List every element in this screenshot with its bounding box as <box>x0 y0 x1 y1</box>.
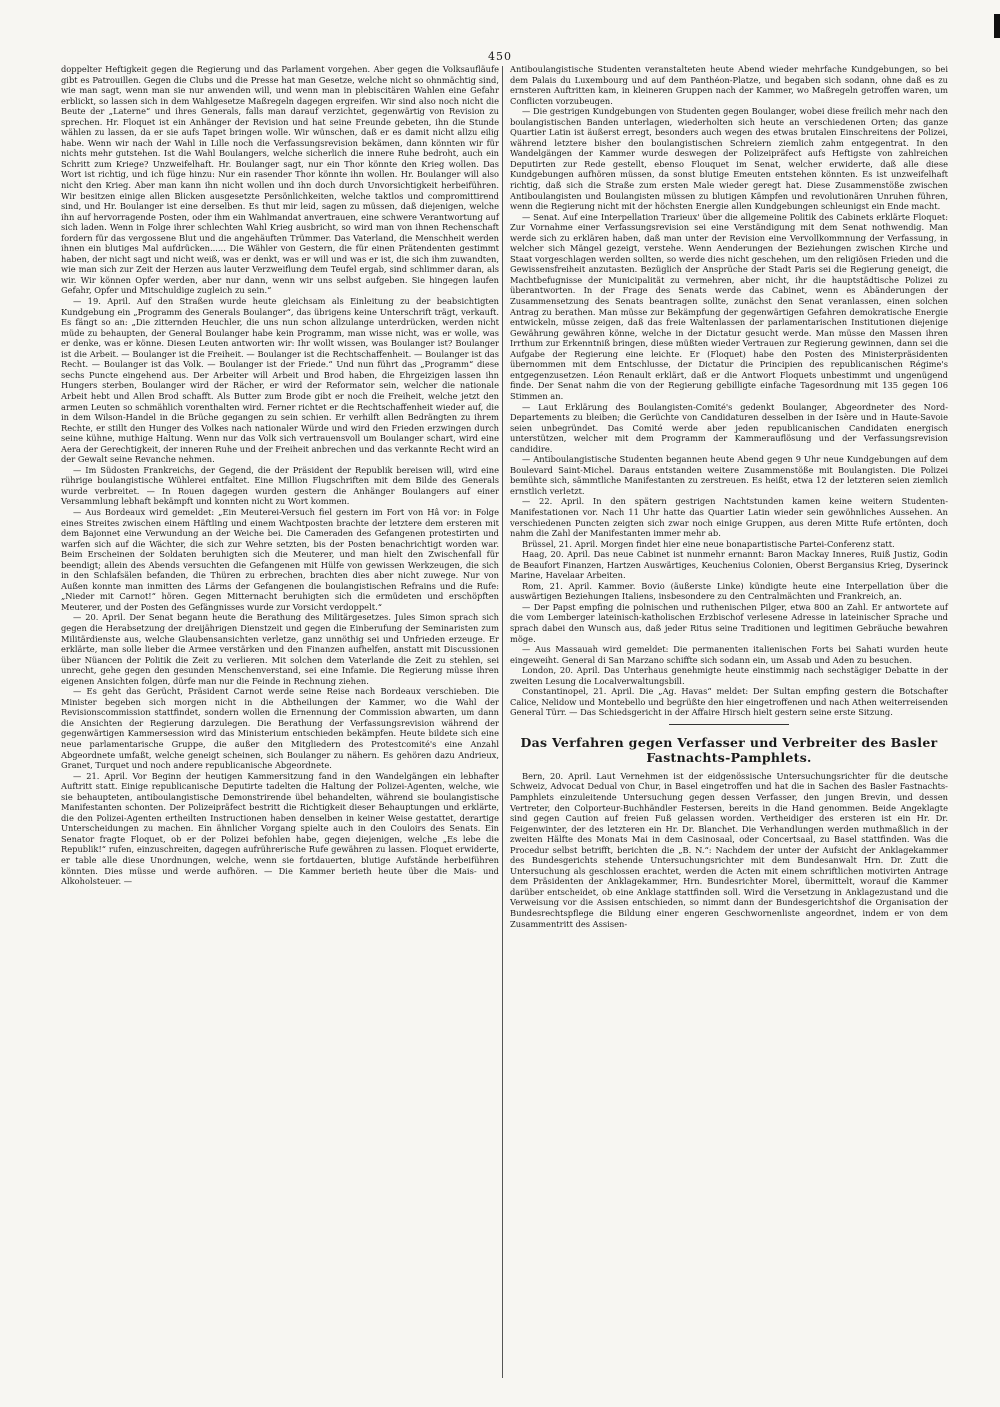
article-paragraph: Rom, 21. April. Kammer. Bovio (äußerste Linke) kündigte heute eine Interpellation über die auswärtigen Beziehungen Italiens, insbesondere zu den Centralmächten und Frankreich, an. <box>510 580 948 602</box>
article-paragraph: doppelter Heftigkeit gegen die Regierung und das Parlament vorgehen. Aber gegen die Volksaufläufe gibt es Patrouillen. Gegen die Clubs und die Presse hat man Gesetze, welche nicht so ohnmächtig sind, wie man sagt, wenn man sie nur anwenden will, und wenn man in plebiscitären Wahlen eine Gefahr erblickt, so lassen sich in dem Wahlgesetze Maßregeln dagegen ergreifen. Wir sind also noch nicht die Beute der „Laterne“ und ihres Generals, falls man darauf verzichtet, gegenwärtig von Revision zu sprechen. Hr. Floquet ist ein Anhänger der Revision und hat seine Freunde gebeten, ihn die Stunde wählen zu lassen, da er sie aufs Tapet bringen wolle. Wir wünschen, daß er es damit nicht allzu eilig habe. Wenn wir nach der Wahl in Lille noch die Verfassungsrevision bekämen, dann könnten wir für nichts mehr gutstehen. Ist die Wahl Boulangers, welche sicherlich die innere Ruhe bedroht, auch ein Schritt zum Kriege? Unzweifelhaft. Hr. Boulanger sagt, nur ein Thor könnte den Krieg wollen. Das Wort ist richtig, und ich füge hinzu: Nur ein rasender Thor könnte ihn wollen. Hr. Boulanger will also nicht den Krieg. Aber man kann ihn nicht wollen und ihn doch durch Unvorsichtigkeit herbeiführen. Wir besitzen einige allen Blicken ausgesetzte Persönlichkeiten, welche taktlos und compromittirend sind, und Hr. Boulanger ist eine derselben. Es thut mir leid, sagen zu müssen, daß diejenigen, welche ihn auf hervorragende Posten, oder ihm ein Wahlmandat anvertrauen, eine schwere Verantwortung auf sich laden. Wenn in Folge ihrer schlechten Wahl Krieg ausbricht, so wird man von ihnen Rechenschaft fordern für das vergossene Blut und die angehäuften Trümmer. Das Vaterland, die Menschheit werden ihnen ein blutiges Mal aufdrücken...... Die Wähler von Gestern, die für einen Prätendenten gestimmt haben, der nicht sagt und nicht weiß, was er denkt, was er will und was er ist, die sich ihm zuwandten, wie man sich zur Zeit der Herzen aus lauter Verzweiflung dem Teufel ergab, sind schlimmer daran, als wir. Wir können Opfer werden, aber nur dann, wenn wir uns selbst aufgeben. Sie hingegen laufen Gefahr, Opfer und Mitschuldige zugleich zu sein.“ <box>61 64 499 296</box>
article-paragraph: — 21. April. Vor Beginn der heutigen Kammersitzung fand in den Wandelgängen ein lebhafter Auftritt statt. Einige republicanische Deputirte tadelten die Haltung der Polizei-Agenten, welche, wie sie behaupteten, antiboulangistische Demonstrirende übel behandelten, während sie boulangistische Manifestanten schonten. Der Polizeipräfect bestritt die Richtigkeit dieser Behauptungen und erklärte, die den Polizei-Agenten ertheilten Instructionen haben denselben in keiner Weise gestattet, derartige Unterscheidungen zu machen. Ein ähnlicher Vorgang spielte auch in den Couloirs des Senats. Ein Senator fragte Floquet, ob er der Polizei befohlen habe, gegen diejenigen, welche „Es lebe die Republik!“ rufen, einzuschreiten, dagegen aufrührerische Rufe gewähren zu lassen. Floquet erwiderte, er table alle diese Unordnungen, welche, wenn sie fortdauerten, blutige Aufstände herbeiführen könnten. Dies müsse und werde aufhören. — Die Kammer berieth heute über die Mais- und Alkoholsteuer. — <box>61 770 499 887</box>
article-paragraph: — 19. April. Auf den Straßen wurde heute gleichsam als Einleitung zu der beabsichtigten Kundgebung ein „Programm des Generals Boulanger“, das übrigens keine Unterschrift trägt, verkauft. Es fängt so an: „Die zitternden Heuchler, die uns nun schon allzulange unterdrücken, werden nicht müde zu behaupten, der General Boulanger habe kein Programm, man wisse nicht, was er wolle, was er denke, was er könne. Diesen Leuten antworten wir: Ihr wollt wissen, was Boulanger ist? Boulanger ist die Arbeit. — Boulanger ist die Freiheit. — Boulanger ist die Rechtschaffenheit. — Boulanger ist das Recht. — Boulanger ist das Volk. — Boulanger ist der Friede.“ Und nun führt das „Programm“ diese sechs Puncte eingehend aus. Der Arbeiter will Arbeit und Brod haben, die Ehrgeizigen lassen ihn Hungers sterben, Boulanger wird der Rächer, er wird der Reformator sein, welcher die nationale Arbeit hebt und Allen Brod schafft. Als Butter zum Brode gibt er noch die Freiheit, welche jetzt den armen Leuten so schmählich vorenthalten wird. Ferner richtet er die Rechtschaffenheit wieder auf, die in dem Wilson-Handel in die Brüche gegangen zu sein schien. Er verhilft allen Bedrängten zu ihrem Rechte, er stillt den Hunger des Volkes nach nationaler Würde und wird den Frieden erzwingen durch seine kühne, muthige Haltung. Wenn nur das Volk sich vertrauensvoll um Boulanger schart, wird eine Aera der Gerechtigkeit, der inneren Ruhe und der Freiheit anbrechen und das verkannte Recht wird an der Gewalt seine Revanche nehmen. <box>61 296 499 465</box>
article-paragraph: London, 20. April. Das Unterhaus genehmigte heute einstimmig nach sechstägiger Debatte in der zweiten Lesung die Localverwaltungsbill. <box>510 665 948 686</box>
article-paragraph: — Aus Massauah wird gemeldet: Die permanenten italienischen Forts bei Sahati wurden heute eingeweiht. General di San Marzano schiffte sich sodann ein, um Assab und Aden zu besuchen. <box>510 644 948 665</box>
article-paragraph: Haag, 20. April. Das neue Cabinet ist nunmehr ernannt: Baron Mackay Inneres, Ruiß Justiz, Godin de Beaufort Finanzen, Hartzen Auswärtiges, Keuchenius Colonien, Oberst Bergansius Krieg, Dyserinck Marine, Havelaar Arbeiten. <box>510 549 948 581</box>
left-column <box>61 64 499 887</box>
article-paragraph: — 22. April. In den spätern gestrigen Nachtstunden kamen keine weitern Studenten-Manifestationen vor. Nach 11 Uhr hatte das Quartier Latin wieder sein gewöhnliches Aussehen. An verschiedenen Puncten zeigten sich zwar noch einige Gruppen, aus deren Mitte Rufe ertönten, doch nahm die Zahl der Manifestanten immer mehr ab. <box>510 496 948 539</box>
article-paragraph: — Laut Erklärung des Boulangisten-Comité's gedenkt Boulanger, Abgeordneter des Nord-Departements zu bleiben; die Gerüchte von Candidaturen desselben in der Isère und in Haute-Savoie seien unbegründet. Das Comité werde aber jeden republicanischen Candidaten energisch unterstützen, welcher mit dem Programm der Kammerauflösung und der Verfassungsrevision candidire. <box>510 401 948 454</box>
section-rule <box>669 724 789 725</box>
article-paragraph: — Im Südosten Frankreichs, der Gegend, die der Präsident der Republik bereisen will, wird eine rührige boulangistische Wühlerei entfaltet. Eine Million Flugschriften mit dem Bilde des Generals wurde verbreitet. — In Rouen dagegen wurden gestern die Anhänger Boulangers auf einer Versammlung lebhaft bekämpft und konnten nicht zu Wort kommen. <box>61 464 499 507</box>
section-heading-line: Das Verfahren gegen Verfasser und Verbreiter des Basler <box>520 734 938 750</box>
article-paragraph: Antiboulangistische Studenten veranstalteten heute Abend wieder mehrfache Kundgebungen, so bei dem Palais du Luxembourg und auf dem Panthéon-Platze, und begaben sich sodann, ohne daß es zu ernsteren Auftritten kam, in kleineren Gruppen nach der Kammer, wo Maßregeln getroffen waren, um Conflicten vorzubeugen. <box>510 64 948 106</box>
article-paragraph: — Die gestrigen Kundgebungen von Studenten gegen Boulanger, wobei diese freilich mehr nach den boulangistischen Banden unterlagen, wiederholten sich heute an verschiedenen Orten; das ganze Quartier Latin ist äußerst erregt, besonders auch wegen des etwas brutalen Einschreitens der Polizei, während letztere bisher den boulangistischen Schreiern ziemlich zahm entgegentrat. In den Wandelgängen der Kammer wurde deswegen der Polizeipräfect aufs Heftigste von zahlreichen Deputirten zur Rede gestellt, ebenso Flouquet im Senat, welcher erwiderte, daß alle diese Kundgebungen aufhören müssen, da sonst blutige Emeuten entstehen könnten. Es ist unzweifelhaft richtig, daß sich die Straße zum ersten Male wieder geregt hat. Diese Zusammenstöße zwischen Antiboulangisten und Boulangisten müssen zu blutigen Kämpfen und revolutionären Unruhen führen, wenn die Regierung nicht mit der höchsten Energie allen Kundgebungen schleunigst ein Ende macht. <box>510 106 948 212</box>
article-paragraph: Bern, 20. April. Laut Vernehmen ist der eidgenössische Untersuchungsrichter für die deutsche Schweiz, Advocat Dedual von Chur, in Basel eingetroffen und hat die in Sachen des Basler Fastnachts-Pamphlets einzuleitende Untersuchung gegen dessen Verfasser, den jungen Brevin, und dessen Vertreter, den Colporteur-Buchhändler Festersen, bereits in die Hand genommen. Beide Angeklagte sind gegen Caution auf freien Fuß gelassen worden. Vertheidiger des ersteren ist ein Hr. Dr. Feigenwinter, der des letzteren ein Hr. Dr. Blanchet. Die Verhandlungen werden muthmaßlich in der zweiten Hälfte des Monats Mai in dem Casinosaal, oder Concertsaal, zu Basel stattfinden. Was die Procedur selbst betrifft, berichten die „B. N.“: Nachdem der unter der Aufsicht der Anklagekammer des Bundesgerichts stehende Untersuchungsrichter mit dem Bundesanwalt Hrn. Dr. Zutt die Untersuchung als geschlossen erachtet, werden die Acten mit einem schriftlichen motivirten Antrage dem Präsidenten der Anklagekammer, Hrn. Bundesrichter Morel, übermittelt, worauf die Kammer darüber entscheidet, ob eine Anklage stattfinden soll. Wird die Versetzung in Anklagezustand und die Verweisung vor die Assisen entschieden, so nimmt dann der Bundesgerichtshof die Organisation der Bundesrechtspflege die Bildung einer engeren Geschwornenliste angeordnet, indem er von dem Zusammentritt des Assisen- <box>510 770 948 929</box>
page-corner-mark <box>994 14 1000 38</box>
section-heading <box>510 735 948 765</box>
article-paragraph: Constantinopel, 21. April. Die „Ag. Havas“ meldet: Der Sultan empfing gestern die Botschafter Calice, Nelidow und Montebello und begrüßte den hier eingetroffenen und nach Athen weiterreisenden General Türr. — Das Schiedsgericht in der Affaire Hirsch hielt gestern seine erste Sitzung. <box>510 686 948 718</box>
article-paragraph: — 20. April. Der Senat begann heute die Berathung des Militärgesetzes. Jules Simon sprach sich gegen die Herabsetzung der dreijährigen Dienstzeit und gegen die Einberufung der Seminaristen zum Militärdienste aus, welche Glaubensansichten verletze, ganz unnöthig sei und Unfrieden erzeuge. Er erklärte, man solle lieber die Armee verstärken und den Finanzen aufhelfen, anstatt mit Discussionen über Nüancen der Politik die Zeit zu verlieren. Mit solchen dem Vaterlande die Zeit zu stehlen, sei unrecht, gehe gegen den gesunden Menschenverstand, sei eine Infamie. Die Regierung müsse ihren eigenen Ansichten folgen, dürfe man nur die Feinde in Rechnung ziehen. <box>61 612 499 686</box>
right-column <box>510 64 948 929</box>
column-divider <box>502 66 503 1378</box>
section-heading-line: Fastnachts-Pamphlets. <box>646 749 812 765</box>
article-paragraph: — Antiboulangistische Studenten begannen heute Abend gegen 9 Uhr neue Kundgebungen auf dem Boulevard Saint-Michel. Daraus entstanden weitere Zusammenstöße mit Boulangisten. Die Polizei bemühte sich, sämmtliche Manifestanten zu zerstreuen. Es heißt, etwa 12 der letzteren seien ziemlich ernstlich verletzt. <box>510 454 948 496</box>
article-paragraph: — Der Papst empfing die polnischen und ruthenischen Pilger, etwa 800 an Zahl. Er antwortete auf die vom Lemberger lateinisch-katholischen Erzbischof verlesene Adresse in lateinischer Sprache und sprach dabei den Wunsch aus, daß jeder Ritus seine Traditionen und legitimen Gebräuche bewahren möge. <box>510 601 948 644</box>
article-paragraph: — Senat. Auf eine Interpellation Trarieux' über die allgemeine Politik des Cabinets erklärte Floquet: Zur Vornahme einer Verfassungsrevision sei eine Verständigung mit dem Senat nothwendig. Man werde sich zu erklären haben, daß man unter der Revision eine Vervollkommnung der Verfassung, in welcher sich Mängel gezeigt, verstehe. Wenn Aenderungen der Beziehungen zwischen Kirche und Staat vorgeschlagen werden sollten, so werde dies nicht geschehen, um den religiösen Frieden und die Gewissensfreiheit anzutasten. Bezüglich der Ansprüche der Stadt Paris sei die Regierung geneigt, die Machtbefugnisse der Municipalität zu vermehren, aber nicht, ihr die hauptstädtische Polizei zu überantworten. In der Frage des Senats werde das Cabinet, wenn es Abänderungen der Zusammensetzung des Senats beantragen sollte, zunächst den Senat veranlassen, einen solchen Antrag zu berathen. Man müsse zur Bekämpfung der gegenwärtigen Gefahren demokratische Energie entwickeln, müsse zeigen, daß das freie Waltenlassen der parlamentarischen Institutionen diejenige Gewährung gewähren könne, welche in der Dictatur gesucht werde. Man müsse den Massen ihren Irrthum zur Erkenntniß bringen, diese müßten wieder Vertrauen zur Regierung gewinnen, dann sei die Aufgabe der Regierung eine leichte. Er (Floquet) habe den Posten des Ministerpräsidenten übernommen mit dem Entschlusse, der Dictatur die Principien des republicanischen Régime's entgegenzusetzen. Léon Renault erklärt, daß er die Antwort Floquets unbestimmt und ungenügend finde. Der Senat nahm die von der Regierung gebilligte einfache Tagesordnung mit 135 gegen 106 Stimmen an. <box>510 211 948 401</box>
article-paragraph: — Es geht das Gerücht, Präsident Carnot werde seine Reise nach Bordeaux verschieben. Die Minister begeben sich morgen nicht in die Abtheilungen der Kammer, wo die Wahl der Revisionscommission stattfindet, sondern wollen die Ernennung der Commission abwarten, um dann die Ansichten der Regierung darzulegen. Die Berathung der Verfassungsrevision während der gegenwärtigen Kammersession wird das Ministerium entschieden bekämpfen. Heute bildete sich eine neue parlamentarische Gruppe, die außer den Mitgliedern des Protestcomité's eine Anzahl Abgeordnete umfaßt, welche geneigt scheinen, sich Boulanger zu nähern. Es gehören dazu Andrieux, Granet, Turquet und noch andere republicanische Abgeordnete. <box>61 686 499 771</box>
page-number: 450 <box>488 50 512 63</box>
article-paragraph: — Aus Bordeaux wird gemeldet: „Ein Meuterei-Versuch fiel gestern im Fort von Hâ vor: in Folge eines Streites zwischen einem Häftling und einem Wachtposten brachte der letztere dem ersteren mit dem Bajonnet eine Verwundung an der Weiche bei. Die Cameraden des Gefangenen protestirten und warfen sich auf die Wächter, die sich zur Wehre setzten, bis der Posten benachrichtigt worden war. Beim Erscheinen der Soldaten beruhigten sich die Meuterer, und man hielt den Zwischenfall für beendigt; allein des Abends versuchten die Gefangenen mit Hülfe von gewissen Werkzeugen, die sich in den Schlafsälen befanden, die Thüren zu erbrechen, brachten dies aber nicht zuwege. Nur von Außen konnte man inmitten des Lärms der Gefangenen die boulangistischen Refrains und die Rufe: „Nieder mit Carnot!“ hören. Gegen Mitternacht beruhigten sich die ermüdeten und erschöpften Meuterer, und der Posten des Gefängnisses wurde zur Vorsicht verdoppelt.“ <box>61 506 499 612</box>
article-paragraph: Brüssel, 21. April. Morgen findet hier eine neue bonapartistische Partei-Conferenz statt. <box>522 538 895 549</box>
